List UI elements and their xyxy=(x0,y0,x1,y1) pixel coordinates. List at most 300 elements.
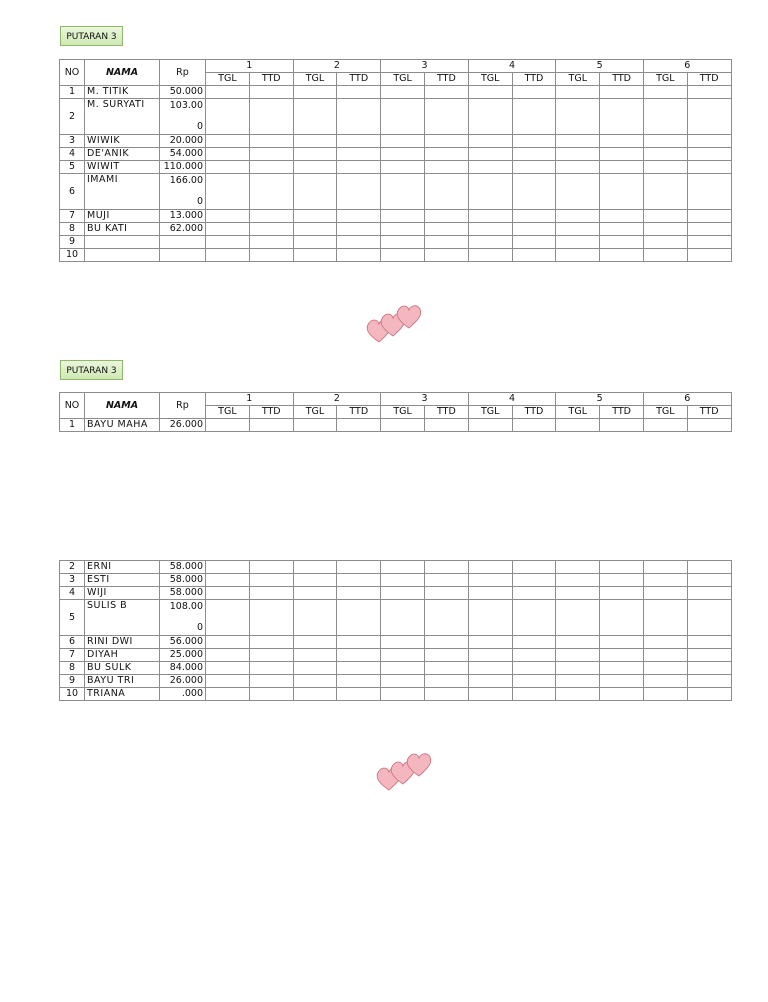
ttd-cell[interactable] xyxy=(337,223,381,236)
ttd-cell[interactable] xyxy=(424,210,468,223)
row-number: 7 xyxy=(60,649,85,662)
tgl-cell[interactable] xyxy=(381,419,425,432)
tgl-cell[interactable] xyxy=(556,688,600,701)
ttd-cell[interactable] xyxy=(249,210,293,223)
ttd-cell[interactable] xyxy=(600,99,644,135)
round-badge: PUTARAN 3 xyxy=(60,360,123,380)
tgl-cell[interactable] xyxy=(468,636,512,649)
member-name: M. SURYATI xyxy=(85,99,160,135)
tgl-cell[interactable] xyxy=(381,161,425,174)
ttd-cell[interactable] xyxy=(337,210,381,223)
ttd-cell[interactable] xyxy=(687,135,731,148)
ttd-cell[interactable] xyxy=(600,174,644,210)
ttd-cell[interactable] xyxy=(512,675,556,688)
round-header: 4 xyxy=(468,60,556,73)
amount: 84.000 xyxy=(160,662,206,675)
table-row xyxy=(60,419,732,432)
col-no-header: NO xyxy=(60,393,85,419)
ttd-cell[interactable] xyxy=(600,574,644,587)
ttd-cell[interactable] xyxy=(687,236,731,249)
ttd-cell[interactable] xyxy=(249,148,293,161)
ttd-header: TTD xyxy=(687,406,731,419)
member-name: WIWIT xyxy=(85,161,160,174)
ttd-cell[interactable] xyxy=(424,561,468,574)
ttd-cell[interactable] xyxy=(424,174,468,210)
ttd-cell[interactable] xyxy=(424,636,468,649)
tgl-cell[interactable] xyxy=(206,249,250,262)
ttd-cell[interactable] xyxy=(249,86,293,99)
tgl-cell[interactable] xyxy=(556,249,600,262)
tgl-cell[interactable] xyxy=(643,174,687,210)
row-number: 6 xyxy=(60,174,85,210)
table-row xyxy=(60,174,732,210)
ttd-cell[interactable] xyxy=(600,675,644,688)
tgl-cell[interactable] xyxy=(643,210,687,223)
ttd-cell[interactable] xyxy=(687,148,731,161)
ttd-cell[interactable] xyxy=(687,99,731,135)
table-row xyxy=(60,99,732,135)
tgl-cell[interactable] xyxy=(643,636,687,649)
ttd-cell[interactable] xyxy=(600,249,644,262)
tgl-cell[interactable] xyxy=(468,148,512,161)
tgl-cell[interactable] xyxy=(556,636,600,649)
member-name: DE'ANIK xyxy=(85,148,160,161)
ttd-cell[interactable] xyxy=(600,600,644,636)
tgl-cell[interactable] xyxy=(643,419,687,432)
tgl-cell[interactable] xyxy=(293,688,337,701)
ttd-cell[interactable] xyxy=(424,688,468,701)
ttd-cell[interactable] xyxy=(424,161,468,174)
tgl-cell[interactable] xyxy=(643,236,687,249)
ttd-cell[interactable] xyxy=(512,161,556,174)
ttd-cell[interactable] xyxy=(424,649,468,662)
ttd-header: TTD xyxy=(600,406,644,419)
row-number: 2 xyxy=(60,561,85,574)
tgl-cell[interactable] xyxy=(381,675,425,688)
tgl-cell[interactable] xyxy=(556,99,600,135)
tgl-cell[interactable] xyxy=(468,587,512,600)
tgl-cell[interactable] xyxy=(206,600,250,636)
tgl-cell[interactable] xyxy=(206,86,250,99)
tgl-cell[interactable] xyxy=(556,600,600,636)
row-number: 3 xyxy=(60,135,85,148)
tgl-cell[interactable] xyxy=(206,236,250,249)
amount: 26.000 xyxy=(160,675,206,688)
ttd-cell[interactable] xyxy=(337,587,381,600)
tgl-header: TGL xyxy=(293,406,337,419)
tgl-cell[interactable] xyxy=(206,174,250,210)
ttd-cell[interactable] xyxy=(249,174,293,210)
member-name: BU SULK xyxy=(85,662,160,675)
tgl-cell[interactable] xyxy=(556,223,600,236)
tgl-cell[interactable] xyxy=(206,561,250,574)
ttd-cell[interactable] xyxy=(249,636,293,649)
member-name xyxy=(85,236,160,249)
table-row xyxy=(60,587,732,600)
tgl-cell[interactable] xyxy=(468,419,512,432)
ttd-cell[interactable] xyxy=(687,675,731,688)
tgl-cell[interactable] xyxy=(381,561,425,574)
tgl-cell[interactable] xyxy=(293,236,337,249)
tgl-cell[interactable] xyxy=(206,223,250,236)
tgl-cell[interactable] xyxy=(381,688,425,701)
tgl-cell[interactable] xyxy=(206,574,250,587)
ttd-cell[interactable] xyxy=(512,636,556,649)
ttd-cell[interactable] xyxy=(512,561,556,574)
ttd-cell[interactable] xyxy=(512,99,556,135)
ttd-cell[interactable] xyxy=(600,236,644,249)
round-header: 2 xyxy=(293,393,381,406)
ttd-cell[interactable] xyxy=(337,688,381,701)
tgl-cell[interactable] xyxy=(643,587,687,600)
ttd-cell[interactable] xyxy=(512,249,556,262)
ttd-cell[interactable] xyxy=(249,688,293,701)
member-name: ESTI xyxy=(85,574,160,587)
table-row xyxy=(60,662,732,675)
tgl-cell[interactable] xyxy=(468,600,512,636)
tgl-cell[interactable] xyxy=(643,574,687,587)
ttd-cell[interactable] xyxy=(687,161,731,174)
ttd-cell[interactable] xyxy=(424,600,468,636)
tgl-cell[interactable] xyxy=(556,210,600,223)
tgl-cell[interactable] xyxy=(556,236,600,249)
tgl-cell[interactable] xyxy=(293,99,337,135)
amount: 13.000 xyxy=(160,210,206,223)
tgl-cell[interactable] xyxy=(643,662,687,675)
ttd-cell[interactable] xyxy=(249,249,293,262)
tgl-cell[interactable] xyxy=(556,649,600,662)
tgl-cell[interactable] xyxy=(293,86,337,99)
tgl-cell[interactable] xyxy=(556,561,600,574)
ttd-cell[interactable] xyxy=(249,161,293,174)
ttd-cell[interactable] xyxy=(600,587,644,600)
tgl-cell[interactable] xyxy=(381,135,425,148)
round-badge: PUTARAN 3 xyxy=(60,26,123,46)
ttd-cell[interactable] xyxy=(249,99,293,135)
col-rp-header: Rp xyxy=(160,393,206,419)
ttd-cell[interactable] xyxy=(337,161,381,174)
ttd-cell[interactable] xyxy=(687,210,731,223)
ttd-cell[interactable] xyxy=(512,135,556,148)
ttd-cell[interactable] xyxy=(337,561,381,574)
ttd-cell[interactable] xyxy=(600,419,644,432)
tgl-cell[interactable] xyxy=(381,636,425,649)
ttd-cell[interactable] xyxy=(424,236,468,249)
ttd-cell[interactable] xyxy=(249,561,293,574)
ttd-cell[interactable] xyxy=(337,649,381,662)
tgl-cell[interactable] xyxy=(468,210,512,223)
ttd-cell[interactable] xyxy=(512,174,556,210)
col-nama-header: NAMA xyxy=(85,393,160,419)
tgl-header: TGL xyxy=(293,73,337,86)
tgl-cell[interactable] xyxy=(206,210,250,223)
tgl-cell[interactable] xyxy=(381,86,425,99)
tgl-cell[interactable] xyxy=(293,600,337,636)
tgl-cell[interactable] xyxy=(468,174,512,210)
tgl-cell[interactable] xyxy=(293,161,337,174)
tgl-cell[interactable] xyxy=(381,249,425,262)
tgl-cell[interactable] xyxy=(381,574,425,587)
tgl-cell[interactable] xyxy=(206,587,250,600)
ttd-cell[interactable] xyxy=(512,688,556,701)
ttd-cell[interactable] xyxy=(249,587,293,600)
ttd-cell[interactable] xyxy=(687,174,731,210)
ttd-cell[interactable] xyxy=(337,148,381,161)
tgl-cell[interactable] xyxy=(643,148,687,161)
col-rp-header: Rp xyxy=(160,60,206,86)
tgl-cell[interactable] xyxy=(293,174,337,210)
tgl-cell[interactable] xyxy=(293,135,337,148)
ttd-cell[interactable] xyxy=(687,662,731,675)
ttd-cell[interactable] xyxy=(687,600,731,636)
member-name: ERNI xyxy=(85,561,160,574)
ttd-cell[interactable] xyxy=(512,210,556,223)
ttd-cell[interactable] xyxy=(337,236,381,249)
ttd-cell[interactable] xyxy=(249,574,293,587)
tgl-cell[interactable] xyxy=(556,161,600,174)
tgl-cell[interactable] xyxy=(206,99,250,135)
round-header: 1 xyxy=(206,60,294,73)
ttd-cell[interactable] xyxy=(600,662,644,675)
tgl-cell[interactable] xyxy=(643,86,687,99)
tgl-cell[interactable] xyxy=(468,223,512,236)
ttd-cell[interactable] xyxy=(249,135,293,148)
ttd-cell[interactable] xyxy=(512,649,556,662)
tgl-cell[interactable] xyxy=(556,148,600,161)
ttd-cell[interactable] xyxy=(337,419,381,432)
tgl-cell[interactable] xyxy=(556,662,600,675)
tgl-cell[interactable] xyxy=(293,561,337,574)
amount: .000 xyxy=(160,688,206,701)
ttd-cell[interactable] xyxy=(687,587,731,600)
tgl-cell[interactable] xyxy=(206,148,250,161)
tgl-cell[interactable] xyxy=(643,223,687,236)
tgl-cell[interactable] xyxy=(643,249,687,262)
tgl-cell[interactable] xyxy=(381,649,425,662)
tgl-cell[interactable] xyxy=(468,662,512,675)
tgl-cell[interactable] xyxy=(206,675,250,688)
ttd-cell[interactable] xyxy=(512,236,556,249)
ttd-cell[interactable] xyxy=(249,675,293,688)
tgl-cell[interactable] xyxy=(556,86,600,99)
ttd-cell[interactable] xyxy=(687,223,731,236)
tgl-cell[interactable] xyxy=(556,135,600,148)
ttd-cell[interactable] xyxy=(249,223,293,236)
ttd-cell[interactable] xyxy=(337,249,381,262)
ttd-cell[interactable] xyxy=(687,86,731,99)
ttd-cell[interactable] xyxy=(687,574,731,587)
tgl-cell[interactable] xyxy=(643,649,687,662)
ttd-cell[interactable] xyxy=(337,86,381,99)
tgl-cell[interactable] xyxy=(381,600,425,636)
ttd-header: TTD xyxy=(249,73,293,86)
tgl-cell[interactable] xyxy=(468,649,512,662)
tgl-cell[interactable] xyxy=(381,148,425,161)
tgl-cell[interactable] xyxy=(468,99,512,135)
tgl-cell[interactable] xyxy=(468,86,512,99)
ttd-cell[interactable] xyxy=(337,662,381,675)
table-row xyxy=(60,135,732,148)
tgl-cell[interactable] xyxy=(468,675,512,688)
ttd-cell[interactable] xyxy=(512,419,556,432)
ttd-cell[interactable] xyxy=(424,587,468,600)
ttd-cell[interactable] xyxy=(424,99,468,135)
ttd-cell[interactable] xyxy=(600,135,644,148)
tgl-cell[interactable] xyxy=(293,419,337,432)
ttd-cell[interactable] xyxy=(512,148,556,161)
tgl-cell[interactable] xyxy=(293,636,337,649)
row-number: 10 xyxy=(60,249,85,262)
tgl-cell[interactable] xyxy=(468,161,512,174)
tgl-cell[interactable] xyxy=(206,662,250,675)
ttd-cell[interactable] xyxy=(687,561,731,574)
ttd-cell[interactable] xyxy=(600,210,644,223)
ttd-cell[interactable] xyxy=(424,419,468,432)
ttd-cell[interactable] xyxy=(249,662,293,675)
ttd-cell[interactable] xyxy=(512,662,556,675)
ttd-cell[interactable] xyxy=(424,135,468,148)
round-header: 3 xyxy=(381,60,469,73)
tgl-cell[interactable] xyxy=(468,688,512,701)
member-name: M. TITIK xyxy=(85,86,160,99)
tgl-cell[interactable] xyxy=(381,236,425,249)
tgl-header: TGL xyxy=(468,406,512,419)
ttd-cell[interactable] xyxy=(600,649,644,662)
tgl-cell[interactable] xyxy=(556,587,600,600)
ttd-cell[interactable] xyxy=(512,600,556,636)
round-header: 5 xyxy=(556,393,644,406)
member-name: BAYU TRI xyxy=(85,675,160,688)
tgl-cell[interactable] xyxy=(206,688,250,701)
table-row xyxy=(60,210,732,223)
row-number: 2 xyxy=(60,99,85,135)
ttd-cell[interactable] xyxy=(600,636,644,649)
tgl-cell[interactable] xyxy=(206,649,250,662)
ttd-cell[interactable] xyxy=(337,636,381,649)
tgl-cell[interactable] xyxy=(206,419,250,432)
ttd-cell[interactable] xyxy=(687,649,731,662)
ttd-cell[interactable] xyxy=(600,561,644,574)
ttd-cell[interactable] xyxy=(512,86,556,99)
tgl-cell[interactable] xyxy=(381,210,425,223)
table-row xyxy=(60,675,732,688)
tgl-cell[interactable] xyxy=(381,99,425,135)
tgl-cell[interactable] xyxy=(381,662,425,675)
ttd-cell[interactable] xyxy=(424,574,468,587)
tgl-cell[interactable] xyxy=(293,587,337,600)
tgl-cell[interactable] xyxy=(643,600,687,636)
tgl-cell[interactable] xyxy=(293,148,337,161)
amount: 62.000 xyxy=(160,223,206,236)
tgl-cell[interactable] xyxy=(468,574,512,587)
ttd-cell[interactable] xyxy=(337,135,381,148)
tgl-cell[interactable] xyxy=(468,236,512,249)
row-number: 4 xyxy=(60,148,85,161)
tgl-cell[interactable] xyxy=(468,135,512,148)
tgl-cell[interactable] xyxy=(643,161,687,174)
table-row xyxy=(60,636,732,649)
row-number: 5 xyxy=(60,161,85,174)
ttd-cell[interactable] xyxy=(249,419,293,432)
tgl-cell[interactable] xyxy=(468,561,512,574)
table-row xyxy=(60,148,732,161)
tgl-cell[interactable] xyxy=(206,135,250,148)
ttd-cell[interactable] xyxy=(687,419,731,432)
tgl-cell[interactable] xyxy=(643,99,687,135)
header-row xyxy=(60,393,732,406)
tgl-cell[interactable] xyxy=(556,675,600,688)
ttd-cell[interactable] xyxy=(600,688,644,701)
amount: 58.000 xyxy=(160,587,206,600)
ttd-cell[interactable] xyxy=(512,574,556,587)
ttd-cell[interactable] xyxy=(512,587,556,600)
amount: 56.000 xyxy=(160,636,206,649)
tgl-cell[interactable] xyxy=(643,561,687,574)
ttd-header: TTD xyxy=(512,406,556,419)
ttd-cell[interactable] xyxy=(249,649,293,662)
ttd-cell[interactable] xyxy=(424,249,468,262)
tgl-header: TGL xyxy=(643,406,687,419)
amount-line: 0 xyxy=(196,121,203,132)
tgl-cell[interactable] xyxy=(643,135,687,148)
tgl-cell[interactable] xyxy=(206,636,250,649)
tgl-cell[interactable] xyxy=(293,223,337,236)
ttd-cell[interactable] xyxy=(687,688,731,701)
member-name: IMAMI xyxy=(85,174,160,210)
tgl-cell[interactable] xyxy=(206,161,250,174)
ttd-cell[interactable] xyxy=(424,86,468,99)
ttd-cell[interactable] xyxy=(337,675,381,688)
col-nama-header: NAMA xyxy=(85,60,160,86)
tgl-cell[interactable] xyxy=(293,649,337,662)
ttd-cell[interactable] xyxy=(249,236,293,249)
tgl-cell[interactable] xyxy=(381,587,425,600)
tgl-cell[interactable] xyxy=(556,174,600,210)
tgl-cell[interactable] xyxy=(293,210,337,223)
ttd-cell[interactable] xyxy=(424,675,468,688)
tgl-cell[interactable] xyxy=(293,249,337,262)
tgl-cell[interactable] xyxy=(556,419,600,432)
tgl-header: TGL xyxy=(381,406,425,419)
ttd-cell[interactable] xyxy=(600,161,644,174)
ttd-cell[interactable] xyxy=(424,223,468,236)
tgl-cell[interactable] xyxy=(293,574,337,587)
ttd-cell[interactable] xyxy=(512,223,556,236)
ttd-cell[interactable] xyxy=(600,86,644,99)
ttd-cell[interactable] xyxy=(337,600,381,636)
ttd-cell[interactable] xyxy=(600,223,644,236)
ttd-cell[interactable] xyxy=(337,99,381,135)
tgl-cell[interactable] xyxy=(381,174,425,210)
ttd-cell[interactable] xyxy=(424,662,468,675)
ttd-cell[interactable] xyxy=(600,148,644,161)
round-header: 1 xyxy=(206,393,294,406)
table-row xyxy=(60,561,732,574)
tgl-cell[interactable] xyxy=(293,675,337,688)
ttd-cell[interactable] xyxy=(424,148,468,161)
ttd-cell[interactable] xyxy=(687,249,731,262)
tgl-cell[interactable] xyxy=(468,249,512,262)
ttd-cell[interactable] xyxy=(337,574,381,587)
tgl-cell[interactable] xyxy=(381,223,425,236)
tgl-cell[interactable] xyxy=(643,688,687,701)
ttd-cell[interactable] xyxy=(687,636,731,649)
tgl-cell[interactable] xyxy=(293,662,337,675)
ttd-cell[interactable] xyxy=(337,174,381,210)
ttd-cell[interactable] xyxy=(249,600,293,636)
tgl-cell[interactable] xyxy=(556,574,600,587)
tgl-cell[interactable] xyxy=(643,675,687,688)
